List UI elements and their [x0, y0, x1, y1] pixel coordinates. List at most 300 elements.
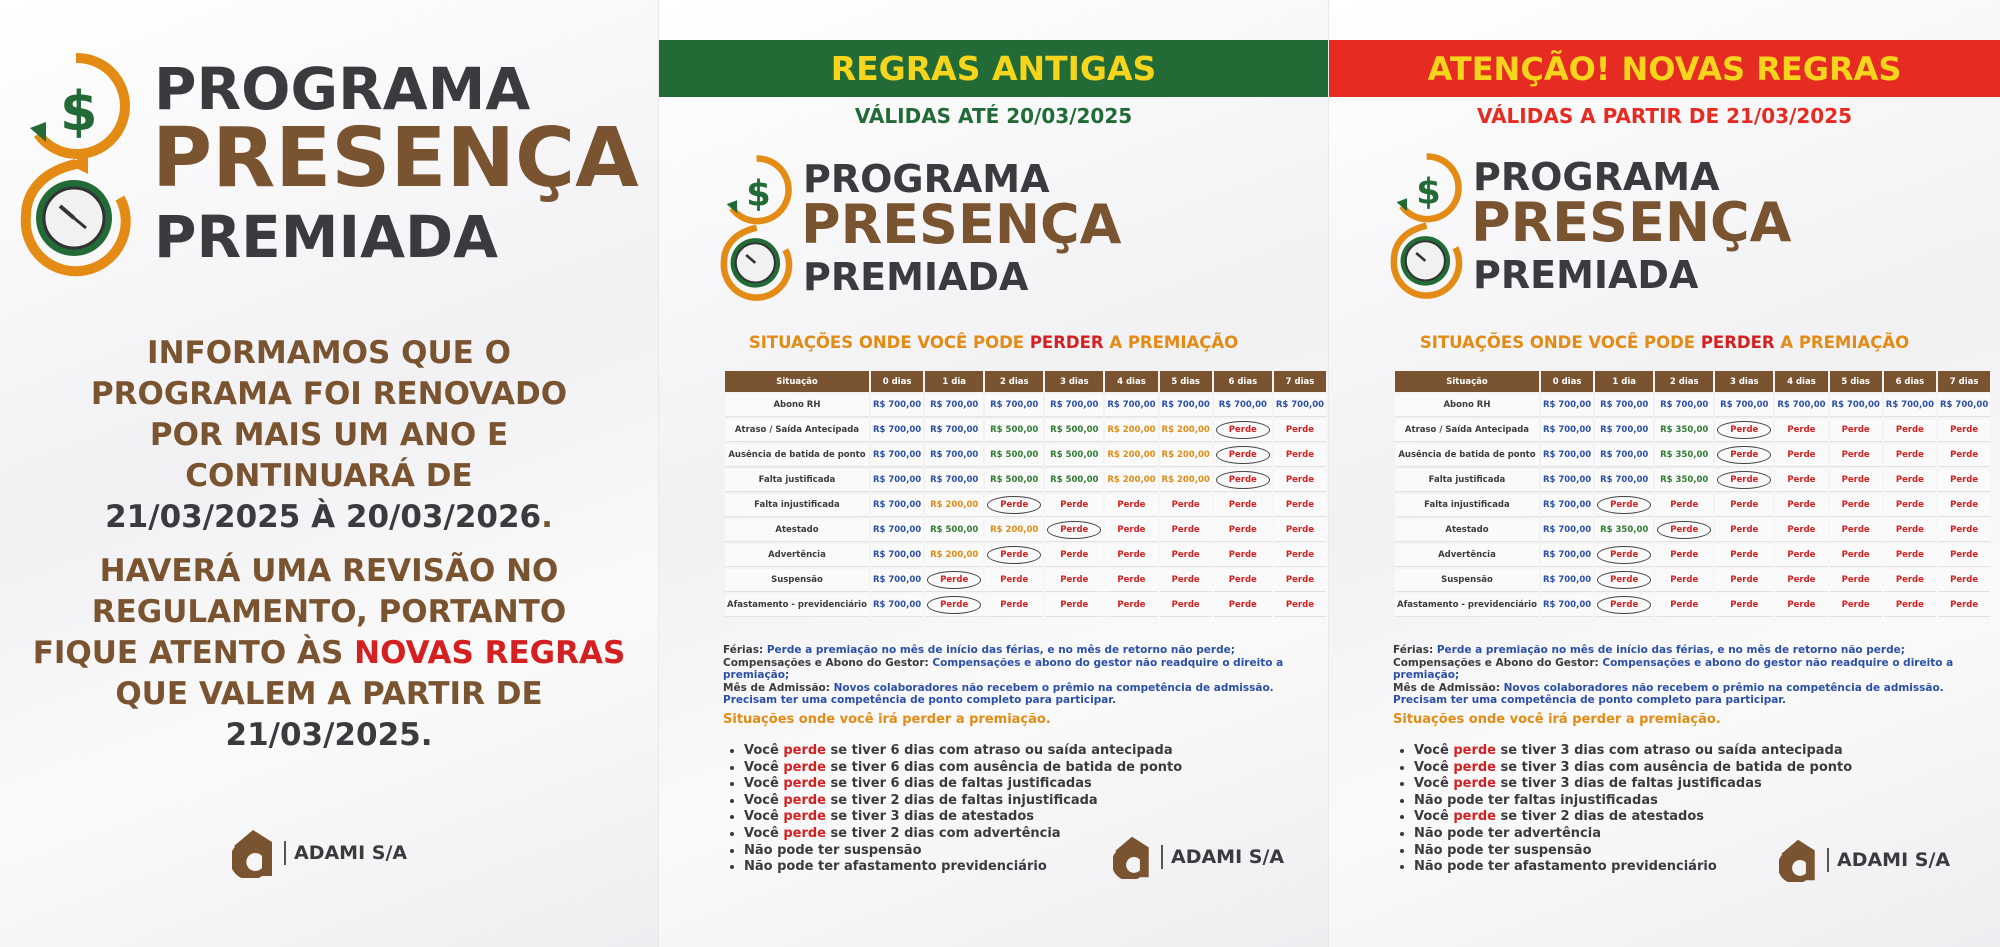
- value-cell: Perde: [1274, 444, 1326, 467]
- value-cell: Perde: [1884, 419, 1936, 442]
- value-cell: Perde: [1938, 544, 1990, 567]
- value-cell: R$ 200,00: [1105, 419, 1157, 442]
- table-row: [1395, 419, 1990, 442]
- value-cell: R$ 700,00: [871, 494, 923, 517]
- value-cell: Perde: [1715, 544, 1773, 567]
- msg-line: 21/03/2025.: [225, 717, 433, 753]
- old-rules-banner: [659, 40, 1328, 97]
- item-text: Não pode ter afastamento previdenciário: [744, 859, 1047, 875]
- title-highlight: PERDER: [1700, 333, 1775, 352]
- circled-value: Perde: [1597, 546, 1651, 564]
- dollar-clock-icon: [717, 152, 793, 302]
- value-cell: Perde: [1655, 569, 1713, 592]
- value-cell: Perde: [1884, 569, 1936, 592]
- column-header: Situação: [1395, 371, 1539, 392]
- value-cell: R$ 700,00: [1541, 594, 1593, 617]
- column-header: 7 dias: [1938, 371, 1990, 392]
- value-cell: R$ 500,00: [985, 469, 1043, 492]
- value-cell: Perde: [985, 569, 1043, 592]
- value-cell: Perde: [1830, 444, 1882, 467]
- value-cell: Perde: [1274, 594, 1326, 617]
- dollar-clock-icon: [16, 48, 131, 278]
- value-cell: [985, 544, 1043, 567]
- divider: [1161, 845, 1163, 869]
- value-cell: R$ 200,00: [1105, 469, 1157, 492]
- title-text: A PREMIAÇÃO: [1774, 333, 1910, 352]
- value-cell: Perde: [1274, 419, 1326, 442]
- value-cell: Perde: [1105, 494, 1157, 517]
- value-cell: R$ 350,00: [1595, 519, 1653, 542]
- value-cell: R$ 700,00: [1274, 394, 1326, 417]
- list-item: [744, 793, 1182, 810]
- note-key: Mês de Admissão:: [1393, 681, 1504, 694]
- item-text: Não pode ter suspensão: [1414, 842, 1592, 858]
- rules-notes: [1393, 644, 1978, 707]
- value-cell: R$ 700,00: [1938, 394, 1990, 417]
- table-row: [1395, 544, 1990, 567]
- value-cell: R$ 700,00: [925, 444, 983, 467]
- situation-cell: Afastamento - previdenciário: [725, 594, 869, 617]
- circled-value: Perde: [1717, 421, 1771, 439]
- situation-cell: Falta injustificada: [725, 494, 869, 517]
- situation-cell: Abono RH: [1395, 394, 1539, 417]
- msg-line: INFORMAMOS QUE O: [147, 335, 511, 371]
- value-cell: R$ 200,00: [925, 544, 983, 567]
- situation-cell: Atraso / Saída Antecipada: [1395, 419, 1539, 442]
- program-logo: [16, 48, 639, 278]
- note-key: Mês de Admissão:: [723, 681, 834, 694]
- value-cell: Perde: [1160, 544, 1212, 567]
- situation-cell: Ausência de batida de ponto: [725, 444, 869, 467]
- value-cell: R$ 700,00: [925, 419, 983, 442]
- title-text: SITUAÇÕES ONDE VOCÊ PODE: [748, 333, 1030, 352]
- column-header: 6 dias: [1884, 371, 1936, 392]
- value-cell: Perde: [1655, 544, 1713, 567]
- perde-highlight: perde: [783, 776, 826, 792]
- value-cell: Perde: [1775, 544, 1827, 567]
- table-row: [725, 469, 1326, 492]
- logo-line-presenca: PRESENÇA: [152, 111, 639, 206]
- logo-line-premiada: PREMIADA: [154, 203, 499, 271]
- value-cell: R$ 700,00: [925, 469, 983, 492]
- rules-notes: [723, 644, 1303, 707]
- list-item: [1414, 743, 1852, 760]
- logo-line-programa: PROGRAMA: [803, 157, 1050, 201]
- item-text: Não pode ter advertência: [1414, 825, 1601, 841]
- value-cell: R$ 350,00: [1655, 444, 1713, 467]
- value-cell: R$ 200,00: [925, 494, 983, 517]
- table-row: [725, 519, 1326, 542]
- value-cell: [1595, 569, 1653, 592]
- note-value: Perde a premiação no mês de início das férias, e no mês de retorno não perde;: [766, 644, 1235, 656]
- table-row: [725, 444, 1326, 467]
- value-cell: Perde: [1214, 594, 1272, 617]
- column-header: 2 dias: [985, 371, 1043, 392]
- item-text: Você: [744, 759, 784, 775]
- value-cell: Perde: [1214, 569, 1272, 592]
- company-name: ADAMI S/A: [1837, 849, 1951, 871]
- table-header-row: [725, 371, 1326, 392]
- value-cell: Perde: [1775, 419, 1827, 442]
- value-cell: R$ 500,00: [925, 519, 983, 542]
- perde-highlight: perde: [1453, 776, 1496, 792]
- list-item: [744, 760, 1182, 777]
- value-cell: R$ 500,00: [1045, 419, 1103, 442]
- perde-highlight: perde: [1453, 743, 1496, 758]
- value-cell: Perde: [1884, 444, 1936, 467]
- value-cell: Perde: [1938, 469, 1990, 492]
- old-rules-panel: [659, 0, 1328, 947]
- item-text: se tiver 3 dias de atestados: [826, 809, 1035, 825]
- company-name: ADAMI S/A: [1171, 846, 1285, 868]
- note-key: Férias:: [723, 644, 767, 656]
- value-cell: R$ 700,00: [1541, 544, 1593, 567]
- circled-value: Perde: [1717, 471, 1771, 489]
- note-value: Novos colaboradores não recebem o prêmio na competência de admissão. Precisam ter uma competência de ponto completo para participar.: [1393, 681, 1944, 706]
- value-cell: R$ 700,00: [1655, 394, 1713, 417]
- msg-line: [10, 633, 648, 674]
- value-cell: R$ 350,00: [1655, 419, 1713, 442]
- value-cell: Perde: [1274, 544, 1326, 567]
- value-cell: Perde: [1160, 519, 1212, 542]
- perde-highlight: perde: [1453, 759, 1496, 775]
- circled-value: Perde: [1047, 521, 1101, 539]
- value-cell: R$ 700,00: [1595, 469, 1653, 492]
- value-cell: Perde: [1884, 594, 1936, 617]
- table-row: [725, 544, 1326, 567]
- value-cell: [1715, 469, 1773, 492]
- table-row: [1395, 594, 1990, 617]
- item-text: se tiver 6 dias com atraso ou saída antecipada: [826, 743, 1173, 758]
- table-row: [725, 594, 1326, 617]
- renewal-message: [10, 333, 648, 538]
- logo-line-premiada: PREMIADA: [1473, 253, 1699, 297]
- situation-cell: Suspensão: [725, 569, 869, 592]
- msg-line: POR MAIS UM ANO E: [149, 417, 509, 453]
- value-cell: R$ 500,00: [985, 444, 1043, 467]
- value-cell: [1214, 444, 1272, 467]
- program-logo: [717, 152, 1137, 302]
- circled-value: Perde: [987, 496, 1041, 514]
- program-logo: [1387, 150, 1807, 300]
- value-cell: R$ 700,00: [871, 569, 923, 592]
- item-text: se tiver 2 dias com advertência: [826, 825, 1061, 841]
- note-key: Compensações e Abono do Gestor:: [723, 656, 933, 669]
- value-cell: Perde: [1884, 494, 1936, 517]
- value-cell: R$ 700,00: [1214, 394, 1272, 417]
- value-cell: R$ 700,00: [871, 544, 923, 567]
- value-cell: [1655, 519, 1713, 542]
- logo-line-presenca: PRESENÇA: [1471, 191, 1792, 254]
- circled-value: Perde: [927, 571, 981, 589]
- item-text: Você: [744, 825, 784, 841]
- situation-cell: Abono RH: [725, 394, 869, 417]
- table-row: [725, 419, 1326, 442]
- new-rules-highlight: NOVAS REGRAS: [354, 635, 626, 671]
- value-cell: R$ 200,00: [1160, 419, 1212, 442]
- value-cell: Perde: [1775, 494, 1827, 517]
- situations-title: [659, 333, 1328, 352]
- circled-value: Perde: [1717, 446, 1771, 464]
- value-cell: Perde: [1775, 594, 1827, 617]
- value-cell: R$ 700,00: [1595, 394, 1653, 417]
- column-header: 0 dias: [1541, 371, 1593, 392]
- value-cell: Perde: [1160, 594, 1212, 617]
- value-cell: R$ 700,00: [1595, 419, 1653, 442]
- value-cell: [925, 569, 983, 592]
- value-cell: Perde: [1938, 569, 1990, 592]
- value-cell: Perde: [1274, 469, 1326, 492]
- item-text: se tiver 6 dias de faltas justificadas: [826, 776, 1092, 792]
- perde-highlight: perde: [783, 825, 826, 841]
- value-cell: R$ 700,00: [871, 469, 923, 492]
- value-cell: Perde: [1884, 519, 1936, 542]
- value-cell: R$ 700,00: [1715, 394, 1773, 417]
- column-header: 1 dia: [1595, 371, 1653, 392]
- value-cell: Perde: [1105, 594, 1157, 617]
- msg-line: CONTINUARÁ DE: [185, 458, 473, 494]
- note-value: Novos colaboradores não recebem o prêmio na competência de admissão. Precisam ter uma competência de ponto completo para participar.: [723, 681, 1274, 706]
- value-cell: R$ 500,00: [985, 419, 1043, 442]
- svg-text:$: $: [60, 80, 98, 143]
- item-text: Você: [1414, 743, 1454, 758]
- msg-line: REGULAMENTO, PORTANTO: [91, 594, 567, 630]
- value-cell: R$ 700,00: [1105, 394, 1157, 417]
- company-logo: [1113, 835, 1284, 879]
- perde-highlight: perde: [1453, 809, 1496, 825]
- value-cell: R$ 700,00: [871, 394, 923, 417]
- value-cell: R$ 700,00: [1160, 394, 1212, 417]
- value-cell: Perde: [985, 594, 1043, 617]
- circled-value: Perde: [987, 546, 1041, 564]
- situation-cell: Afastamento - previdenciário: [1395, 594, 1539, 617]
- divider: [284, 841, 286, 865]
- value-cell: R$ 700,00: [1884, 394, 1936, 417]
- value-cell: R$ 700,00: [1541, 519, 1593, 542]
- item-text: se tiver 3 dias de faltas justificadas: [1496, 776, 1762, 792]
- list-item: [1414, 809, 1852, 826]
- value-cell: Perde: [1938, 444, 1990, 467]
- circled-value: Perde: [1216, 471, 1270, 489]
- svg-text:$: $: [746, 173, 771, 215]
- value-cell: R$ 700,00: [871, 444, 923, 467]
- value-cell: Perde: [1105, 569, 1157, 592]
- situation-cell: Falta injustificada: [1395, 494, 1539, 517]
- item-text: Você: [744, 743, 784, 758]
- item-text: Não pode ter faltas injustificadas: [1414, 792, 1658, 808]
- circled-value: Perde: [1597, 496, 1651, 514]
- value-cell: Perde: [1715, 569, 1773, 592]
- note-value: Compensações e abono do gestor não readquire o direito a premiação;: [1393, 656, 1954, 681]
- msg-line: [10, 497, 648, 538]
- value-cell: Perde: [1214, 494, 1272, 517]
- value-cell: R$ 700,00: [871, 594, 923, 617]
- value-cell: R$ 700,00: [1045, 394, 1103, 417]
- item-text: Você: [1414, 809, 1454, 825]
- circled-value: Perde: [1216, 446, 1270, 464]
- item-text: Não pode ter afastamento previdenciário: [1414, 859, 1717, 875]
- svg-text:$: $: [1416, 171, 1441, 213]
- situation-cell: Atestado: [725, 519, 869, 542]
- situations-title: [1329, 333, 2000, 352]
- value-cell: [925, 594, 983, 617]
- value-cell: R$ 700,00: [1595, 444, 1653, 467]
- value-cell: R$ 700,00: [1775, 394, 1827, 417]
- old-validity: VÁLIDAS ATÉ 20/03/2025: [854, 104, 1133, 128]
- table-row: [1395, 444, 1990, 467]
- value-cell: R$ 700,00: [1830, 394, 1882, 417]
- value-cell: Perde: [1830, 569, 1882, 592]
- value-cell: R$ 350,00: [1655, 469, 1713, 492]
- value-cell: Perde: [1775, 569, 1827, 592]
- situation-cell: Advertência: [725, 544, 869, 567]
- value-cell: R$ 700,00: [1541, 469, 1593, 492]
- perde-highlight: perde: [783, 759, 826, 775]
- column-header: 3 dias: [1715, 371, 1773, 392]
- value-cell: R$ 700,00: [871, 519, 923, 542]
- value-cell: Perde: [1884, 544, 1936, 567]
- value-cell: Perde: [1938, 594, 1990, 617]
- value-cell: R$ 200,00: [985, 519, 1043, 542]
- column-header: 7 dias: [1274, 371, 1326, 392]
- value-cell: R$ 700,00: [1541, 394, 1593, 417]
- value-cell: Perde: [1830, 544, 1882, 567]
- old-rules-table: [723, 369, 1328, 619]
- where-title: Situações onde você irá perder a premiação.: [723, 712, 1051, 727]
- value-cell: Perde: [1160, 494, 1212, 517]
- value-cell: [985, 494, 1043, 517]
- value-cell: R$ 700,00: [985, 394, 1043, 417]
- item-text: se tiver 3 dias com atraso ou saída antecipada: [1496, 743, 1843, 758]
- value-cell: Perde: [1214, 544, 1272, 567]
- perde-highlight: perde: [783, 809, 826, 825]
- situation-cell: Suspensão: [1395, 569, 1539, 592]
- table-row: [1395, 494, 1990, 517]
- msg-text: FIQUE ATENTO ÀS: [32, 635, 355, 671]
- value-cell: Perde: [1775, 444, 1827, 467]
- value-cell: R$ 700,00: [1541, 419, 1593, 442]
- value-cell: Perde: [1715, 519, 1773, 542]
- note-key: Férias:: [1393, 644, 1437, 656]
- value-cell: [1045, 519, 1103, 542]
- renewal-dates: 21/03/2025 À 20/03/2026: [105, 499, 542, 535]
- column-header: 4 dias: [1775, 371, 1827, 392]
- title-highlight: PERDER: [1029, 333, 1104, 352]
- item-text: se tiver 6 dias com ausência de batida de ponto: [826, 759, 1183, 775]
- adami-a-icon: [1779, 838, 1817, 882]
- new-rules-table: [1393, 369, 1992, 619]
- value-cell: Perde: [1214, 519, 1272, 542]
- value-cell: Perde: [1715, 594, 1773, 617]
- value-cell: Perde: [1884, 469, 1936, 492]
- adami-a-icon: [1113, 835, 1151, 879]
- value-cell: Perde: [1045, 494, 1103, 517]
- column-header: 3 dias: [1045, 371, 1103, 392]
- revision-message: [10, 551, 648, 756]
- circled-value: Perde: [927, 596, 981, 614]
- logo-line-premiada: PREMIADA: [803, 255, 1029, 299]
- value-cell: [1214, 469, 1272, 492]
- value-cell: Perde: [1045, 544, 1103, 567]
- item-text: Não pode ter suspensão: [744, 842, 922, 858]
- list-item: [1414, 760, 1852, 777]
- column-header: 1 dia: [925, 371, 983, 392]
- table-row: [1395, 519, 1990, 542]
- value-cell: Perde: [1105, 519, 1157, 542]
- table-row: [725, 394, 1326, 417]
- note-value: Perde a premiação no mês de início das férias, e no mês de retorno não perde;: [1436, 644, 1905, 656]
- value-cell: R$ 700,00: [1541, 444, 1593, 467]
- item-text: Você: [1414, 759, 1454, 775]
- item-text: Você: [744, 809, 784, 825]
- new-rules-banner: [1329, 40, 2000, 97]
- circled-value: Perde: [1597, 571, 1651, 589]
- table-row: [1395, 469, 1990, 492]
- list-item: [1414, 793, 1852, 810]
- item-text: se tiver 3 dias com ausência de batida de ponto: [1496, 759, 1853, 775]
- item-text: Você: [744, 792, 784, 808]
- logo-line-programa: PROGRAMA: [154, 55, 531, 123]
- divider: [1827, 848, 1829, 872]
- situation-cell: Falta justificada: [1395, 469, 1539, 492]
- company-logo: [232, 828, 407, 878]
- perde-highlight: perde: [783, 743, 826, 758]
- value-cell: [1214, 419, 1272, 442]
- column-header: Situação: [725, 371, 869, 392]
- value-cell: Perde: [1830, 594, 1882, 617]
- value-cell: Perde: [1655, 594, 1713, 617]
- perde-highlight: perde: [783, 792, 826, 808]
- situation-cell: Advertência: [1395, 544, 1539, 567]
- value-cell: [1595, 594, 1653, 617]
- value-cell: Perde: [1775, 519, 1827, 542]
- value-cell: Perde: [1830, 494, 1882, 517]
- list-item: [744, 743, 1182, 760]
- column-header: 5 dias: [1160, 371, 1212, 392]
- value-cell: R$ 700,00: [1541, 494, 1593, 517]
- value-cell: [1595, 544, 1653, 567]
- where-title: Situações onde você irá perder a premiação.: [1393, 712, 1721, 727]
- item-text: se tiver 2 dias de atestados: [1496, 809, 1705, 825]
- value-cell: Perde: [1830, 469, 1882, 492]
- item-text: se tiver 2 dias de faltas injustificada: [826, 792, 1098, 808]
- banner-text: REGRAS ANTIGAS: [830, 49, 1157, 88]
- value-cell: Perde: [1655, 494, 1713, 517]
- list-item: [744, 776, 1182, 793]
- new-validity: VÁLIDAS A PARTIR DE 21/03/2025: [1476, 104, 1853, 128]
- value-cell: Perde: [1938, 494, 1990, 517]
- value-cell: Perde: [1045, 594, 1103, 617]
- value-cell: R$ 500,00: [1045, 444, 1103, 467]
- table-header-row: [1395, 371, 1990, 392]
- table-row: [1395, 569, 1990, 592]
- value-cell: Perde: [1160, 569, 1212, 592]
- column-header: 0 dias: [871, 371, 923, 392]
- value-cell: Perde: [1045, 569, 1103, 592]
- circled-value: Perde: [1657, 521, 1711, 539]
- title-text: SITUAÇÕES ONDE VOCÊ PODE: [1419, 333, 1701, 352]
- circled-value: Perde: [1216, 421, 1270, 439]
- msg-line: HAVERÁ UMA REVISÃO NO: [99, 553, 559, 589]
- value-cell: Perde: [1830, 419, 1882, 442]
- table-row: [1395, 394, 1990, 417]
- list-item: [744, 809, 1182, 826]
- note-key: Compensações e Abono do Gestor:: [1393, 656, 1603, 669]
- value-cell: [1715, 444, 1773, 467]
- adami-a-icon: [232, 828, 274, 878]
- circled-value: Perde: [1597, 596, 1651, 614]
- situation-cell: Atraso / Saída Antecipada: [725, 419, 869, 442]
